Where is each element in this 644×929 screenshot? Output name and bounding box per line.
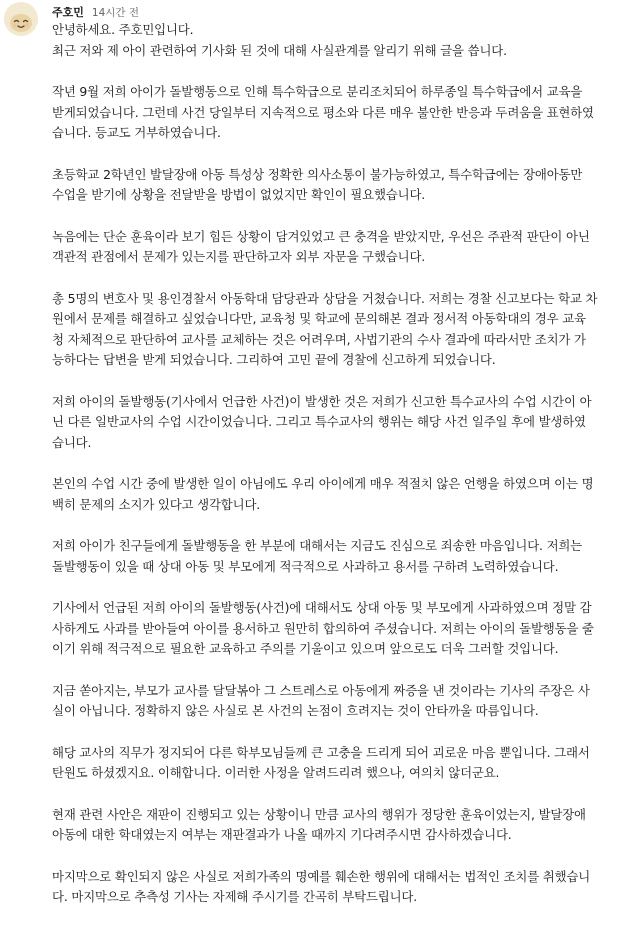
comment-paragraph: 지금 쏟아지는, 부모가 교사를 달달볶아 그 스트레스로 아동에게 짜증을 낸 것이라는 기사의 주장은 사 실이 아닙니다. 정확하지 않은 사실로 본 사건의 논점이 흐려지는 것이 안타까울 따름입니다. <box>52 682 590 718</box>
smiling-face-avatar-icon <box>4 2 38 36</box>
comment-paragraph: 현재 관련 사안은 재판이 진행되고 있는 상황이니 만큼 교사의 행위가 정당한 훈육이었는지, 발달장애 아동에 대한 학대였는지 여부는 재판결과가 나올 때까지 기다려주시면 감사하겠습니다. <box>52 806 586 842</box>
comment-paragraph: 마지막으로 확인되지 않은 사실로 저희가족의 명예를 훼손한 행위에 대해서는 법적인 조치를 취했습니 다. 마지막으로 추측성 기사는 자제해 주시기를 간곡히 부탁드립니다. <box>52 868 591 904</box>
comment-paragraph: 기사에서 언급된 저희 아이의 돌발행동(사건)에 대해서도 상대 아동 및 부모에게 사과하였으며 정말 감 사하게도 사과를 받아들여 아이를 용서하고 원만히 합의하여 주셨습니다. 저희는 아이의 돌발행동을 줄 이기 위해 적극적으로 필요한 교육하고 주의를 기울이고 있으며 앞으로도 더욱 그러할 것입니다. <box>52 600 594 656</box>
author-avatar[interactable] <box>4 2 38 36</box>
comment-paragraph: 안녕하세요. 주호민입니다. <box>52 22 194 37</box>
comment-paragraph: 작년 9월 저희 아이가 돌발행동으로 인해 특수학급으로 분리조치되어 하루종일 특수학급에서 교육을 받게되었습니다. 그런데 사건 당일부터 지속적으로 평소와 다른 매우 불안한 반응과 두려움을 표현하였 습니다. 등교도 거부하였습니다. <box>52 84 594 140</box>
comment-paragraph: 초등학교 2학년인 발달장애 아동 특성상 정확한 의사소통이 불가능하였고, 특수학급에는 장애아동만 수업을 받기에 상황을 전달받을 방법이 없었지만 확인이 필요했습니다. <box>52 166 583 202</box>
comment-header <box>52 4 139 20</box>
comment-paragraph: 총 5명의 변호사 및 용인경찰서 아동학대 담당관과 상담을 거쳤습니다. 저희는 경찰 신고보다는 학교 차 원에서 문제를 해결하고 싶었습니다만, 교육청 및 학교에 문의해본 결과 정서적 아동학대의 경우 교육 청 자체적으로 판단하여 교사를 교체하는 것은 어려우며, 사법기관의 수사 결과에 따라서만 조치가 가 능하다는 답변을 받게 되었습니다. 그리하여 고민 끝에 경찰에 신고하게 되었습니다. <box>52 290 598 367</box>
comment-paragraph: 해당 교사의 직무가 정지되어 다른 학부모님들께 큰 고충을 드리게 되어 괴로운 마음 뿐입니다. 그래서 탄원도 하셨겠지요. 이해합니다. 이러한 사정을 알려드리려 했으나, 여의치 않더군요. <box>52 744 590 780</box>
comment-paragraph: 저희 아이가 친구들에게 돌발행동을 한 부분에 대해서는 지금도 진심으로 죄송한 마음입니다. 저희는 돌발행동이 있을 때 상대 아동 및 부모에게 적극적으로 사과하고 용서를 구하려 노력하였습니다. <box>52 538 583 574</box>
comment-timestamp[interactable]: 14시간 전 <box>91 6 140 19</box>
comment-body <box>52 20 640 929</box>
comment-paragraph: 최근 저와 제 아이 관련하여 기사화 된 것에 대해 사실관계를 알리기 위해 글을 씁니다. <box>52 42 507 58</box>
comment-paragraph: 저희 아이의 돌발행동(기사에서 언급한 사건)이 발생한 것은 저희가 신고한 특수교사의 수업 시간이 아 닌 다른 일반교사의 수업 시간이었습니다. 그리고 특수교사의 행위는 해당 사건 일주일 후에 발생하였 습니다. <box>52 393 592 450</box>
comment-paragraph: 본인의 수업 시간 중에 발생한 일이 아님에도 우리 아이에게 매우 적절치 않은 언행을 하였으며 이는 명 백히 문제의 소지가 있다고 생각합니다. <box>52 476 594 512</box>
comment-paragraph: 녹음에는 단순 훈육이라 보기 힘든 상황이 담겨있었고 큰 충격을 받았지만, 우선은 주관적 판단이 아닌 객관적 관점에서 문제가 있는지를 판단하고자 외부 자문을 구했습니다. <box>52 228 590 264</box>
author-name[interactable]: 주호민 <box>52 6 84 19</box>
